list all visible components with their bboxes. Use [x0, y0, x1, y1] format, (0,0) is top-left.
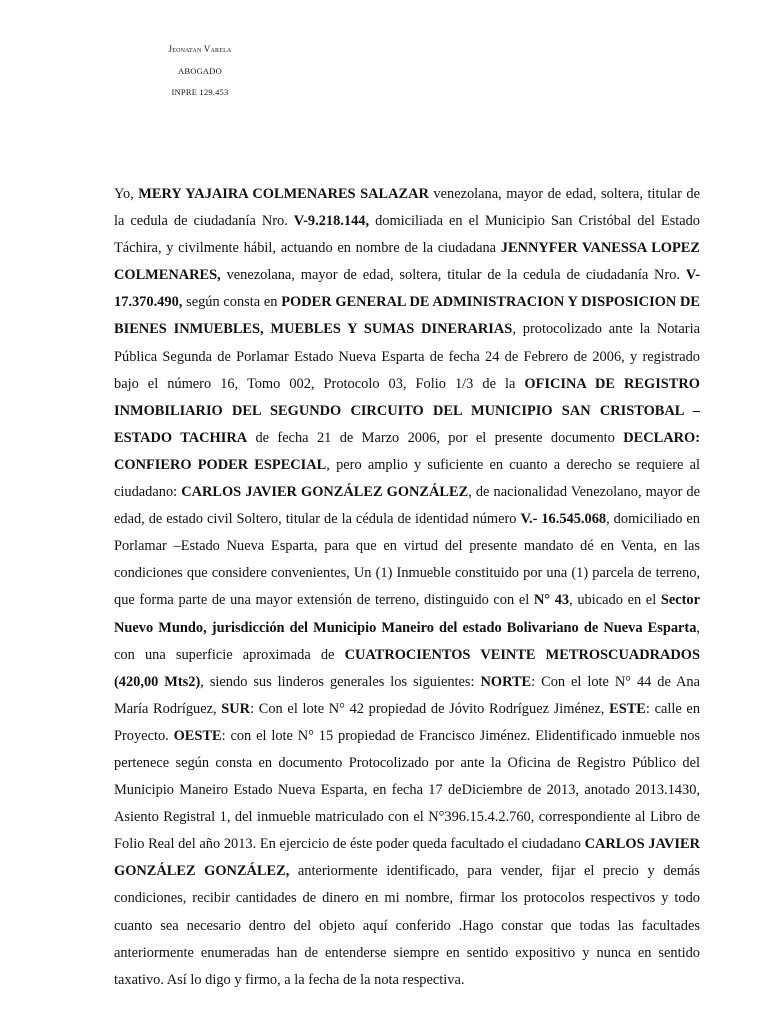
text-segment-bold: V.- 16.545.068	[520, 511, 607, 528]
text-segment-bold: CUATROCIENTOS VEINTE METROSCUADRADOS (420,00 Mts2)	[114, 646, 700, 690]
text-segment: de fecha 21 de Marzo 2006, por el presente documento	[247, 429, 624, 446]
text-segment: domiciliada en el Municipio San Cristóbal del Estado Táchira, y civilmente hábil, actuando en nombre de la ciudadana	[114, 213, 700, 257]
text-segment: , de nacionalidad Venezolano, mayor de edad, de estado civil Soltero, titular de la cédula de identidad número	[114, 484, 701, 528]
text-segment: venezolana, mayor de edad, soltera, titular de la cedula de ciudadanía Nro.	[220, 267, 686, 284]
text-segment: según consta en	[182, 294, 282, 311]
text-segment: venezolana, mayor de edad, soltera, titular de la cedula de ciudadanía Nro.	[114, 186, 700, 230]
text-segment: , con una superficie aproximada de	[114, 619, 700, 663]
letterhead	[150, 44, 250, 109]
text-segment-bold: SUR	[221, 700, 251, 717]
text-segment-bold: V-9.218.144,	[293, 213, 370, 230]
text-segment-bold: NORTE	[480, 673, 532, 690]
text-segment: , domiciliado en Porlamar –Estado Nueva Esparta, para que en virtud del presente mandato dé en Venta, en las condiciones que considere convenientes, Un (1) Inmueble constituido por una (1) parcela de terreno, que forma parte de una mayor extensión de terreno, distinguido con el	[114, 511, 700, 609]
document-body	[114, 181, 700, 994]
text-segment: anteriormente identificado, para vender, fijar el precio y demás condiciones, recibir cantidades de dinero en mi nombre, firmar los protocolos respectivos y todo cuanto sea necesario dentro del objeto aquí conferido .Hago constar que todas las facultades anteriormente enumeradas han de entenderse siempre en sentido expositivo y nunca en sentido taxativo. Así lo digo y firmo, a la fecha de la nota respectiva.	[114, 863, 700, 988]
text-segment: : Con el lote N° 42 propiedad de Jóvito Rodríguez Jiménez,	[250, 700, 610, 717]
text-segment: , pero amplio y suficiente en cuanto a derecho se requiere al ciudadano:	[114, 456, 700, 501]
text-segment: Yo,	[114, 186, 139, 202]
text-segment: : calle en Proyecto.	[114, 700, 701, 744]
inpre-number: INPRE 129.453	[171, 87, 229, 97]
text-segment-bold: OFICINA DE REGISTRO INMOBILIARIO DEL SEGUNDO CIRCUITO DEL MUNICIPIO SAN CRISTOBAL – ESTADO TACHIRA	[114, 375, 700, 446]
lawyer-name: Jeonatan Varela	[168, 44, 232, 54]
text-segment-bold: N° 43	[533, 592, 570, 609]
text-segment-bold: Sector Nuevo Mundo, jurisdicción del Municipio Maneiro del estado Bolivariano de Nueva Esparta	[114, 592, 701, 636]
text-segment-bold: CARLOS JAVIER GONZÁLEZ GONZÁLEZ,	[114, 836, 700, 880]
text-segment-bold: DECLARO: CONFIERO PODER ESPECIAL	[114, 429, 700, 473]
text-segment: , ubicado en el	[569, 592, 661, 609]
text-segment-bold: OESTE	[173, 727, 222, 744]
text-segment-bold: CARLOS JAVIER GONZÁLEZ GONZÁLEZ	[181, 484, 469, 501]
text-segment-bold: V-17.370.490,	[114, 267, 700, 311]
text-segment-bold: ESTE	[609, 700, 646, 717]
text-segment-bold: PODER GENERAL DE ADMINISTRACION Y DISPOSICION DE BIENES INMUEBLES, MUEBLES Y SUMAS DINERARIAS	[114, 294, 700, 338]
text-segment: : Con el lote N° 44 de Ana María Rodríguez,	[114, 673, 700, 717]
text-segment: : con el lote N° 15 propiedad de Francisco Jiménez. Elidentificado inmueble nos pertenece según consta en documento Protocolizado por ante la Oficina de Registro Público del Municipio Maneiro Estado Nueva Esparta, en fecha 17 deDiciembre de 2013, anotado 2013.1430, Asiento Registral 1, del inmueble matriculado con el N°396.15.4.2.760, correspondiente al Libro de Folio Real del año 2013. En ejercicio de éste poder queda facultado el ciudadano	[114, 727, 700, 853]
lawyer-title: ABOGADO	[178, 65, 222, 76]
text-segment-bold: MERY YAJAIRA COLMENARES SALAZAR	[138, 186, 429, 202]
text-segment: , protocolizado ante la Notaria Pública Segunda de Porlamar Estado Nueva Esparta de fecha 24 de Febrero de 2006, y registrado bajo el número 16, Tomo 002, Protocolo 03, Folio 1/3 de la	[114, 321, 700, 392]
text-segment: , siendo sus linderos generales los siguientes:	[200, 673, 481, 690]
text-segment-bold: JENNYFER VANESSA LOPEZ COLMENARES,	[114, 240, 700, 284]
